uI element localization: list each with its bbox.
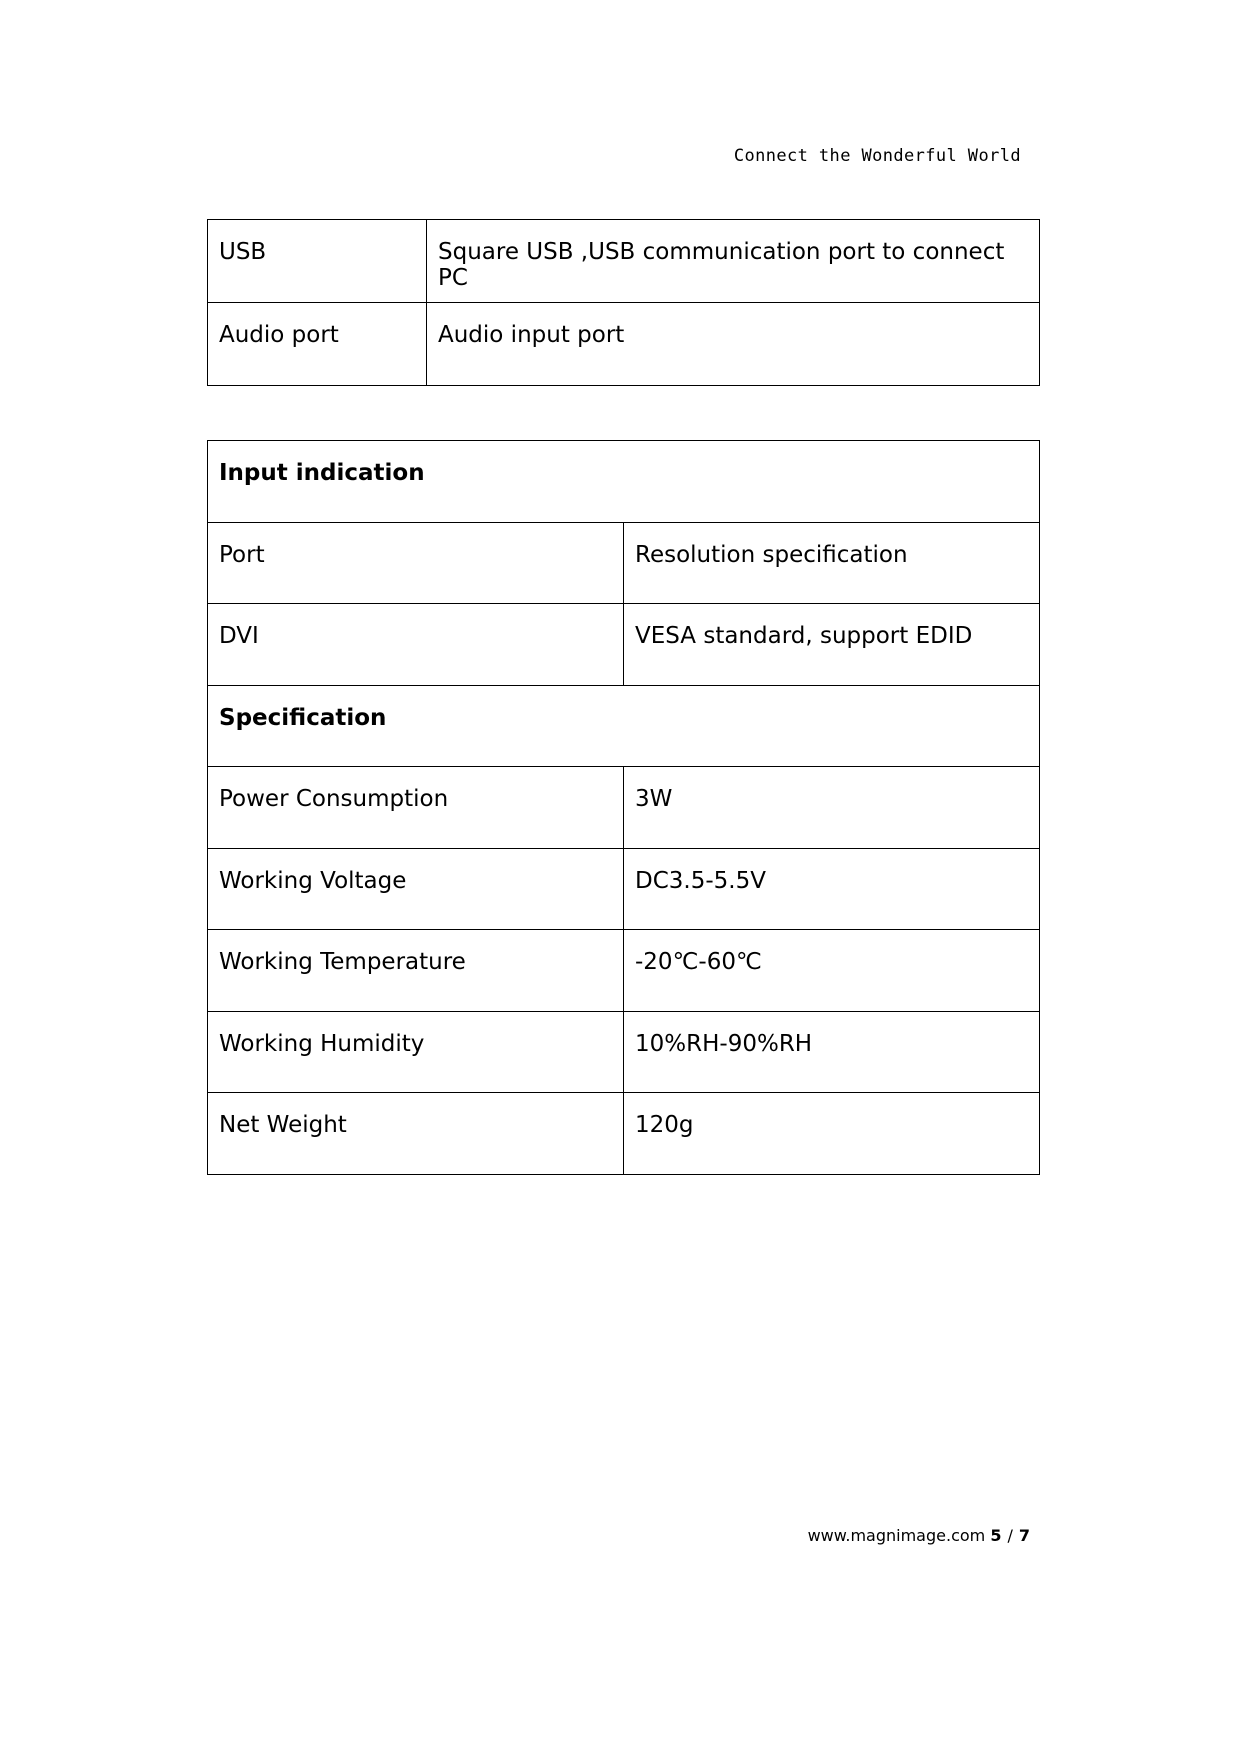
table-row [208,930,1040,1012]
section-header-row [208,685,1040,767]
spec-label: Net Weight [208,1093,624,1175]
spec-value: 120g [624,1093,1040,1175]
table-row [208,303,1040,386]
input-indication-heading: Input indication [208,441,1040,523]
table-row [208,848,1040,930]
specification-heading: Specification [208,685,1040,767]
spec-value: 10%RH-90%RH [624,1011,1040,1093]
table-row [208,604,1040,686]
table-row [208,1011,1040,1093]
table-row [208,522,1040,604]
ports-value-audio: Audio input port [427,303,1040,386]
spec-label: Port [208,522,624,604]
table-row [208,767,1040,849]
section-header-row [208,441,1040,523]
ports-value-usb: Square USB ,USB communication port to connect PC [427,220,1040,303]
website-link[interactable]: www.magnimage.com [807,1526,986,1545]
ports-label-audio: Audio port [208,303,427,386]
spec-value: DC3.5-5.5V [624,848,1040,930]
spec-value: -20℃-60℃ [624,930,1040,1012]
page-number-current: 5 [990,1526,1002,1545]
page-number-separator: / [1007,1526,1013,1545]
page-header-tagline: Connect the Wonderful World [733,146,1021,166]
table-row [208,220,1040,303]
spec-table [207,440,1040,1175]
page-footer [808,1526,1030,1545]
spec-value: 3W [624,767,1040,849]
spec-label: Power Consumption [208,767,624,849]
spec-value: VESA standard, support EDID [624,604,1040,686]
spec-label: DVI [208,604,624,686]
spec-label: Working Temperature [208,930,624,1012]
table-row [208,1093,1040,1175]
ports-table [207,219,1040,386]
spec-value: Resolution specification [624,522,1040,604]
spec-label: Working Humidity [208,1011,624,1093]
spec-label: Working Voltage [208,848,624,930]
ports-label-usb: USB [208,220,427,303]
page-number-total: 7 [1018,1526,1030,1545]
